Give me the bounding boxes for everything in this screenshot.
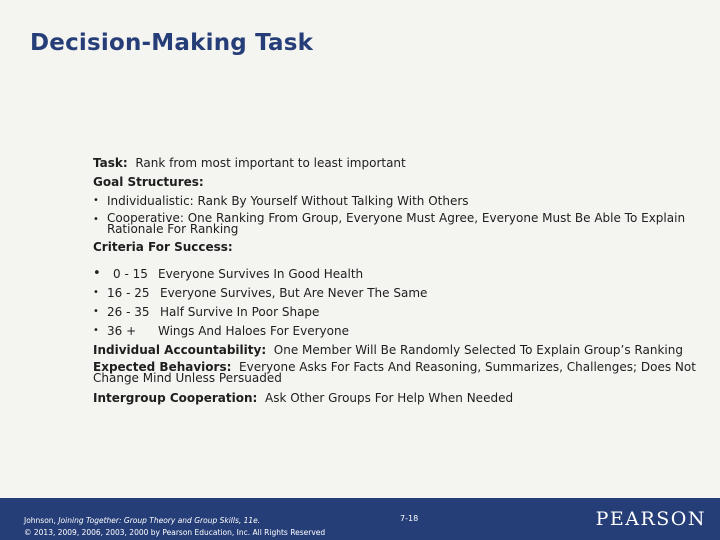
goal-structures-label: Goal Structures: (93, 175, 204, 189)
footer-bar (0, 498, 720, 540)
intergroup-cooperation-label: Intergroup Cooperation: (93, 391, 258, 405)
criteria-range: 36 + (107, 324, 137, 338)
goal-item-cooperative (93, 213, 705, 235)
slide-body (93, 156, 705, 405)
pearson-logo: PEARSON (595, 508, 706, 530)
criteria-text: Everyone Survives, But Are Never The Same (160, 286, 428, 300)
criteria-item (93, 324, 705, 338)
intergroup-cooperation-line (93, 391, 705, 405)
bullet-icon: • (93, 287, 99, 298)
bullet-icon: • (93, 306, 99, 317)
criteria-item (93, 305, 705, 319)
footer-citation (24, 515, 325, 539)
task-label: Task: (93, 156, 128, 170)
criteria-text: Everyone Survives In Good Health (158, 267, 364, 281)
criteria-item (93, 267, 705, 281)
footer-book-title: Joining Together: Group Theory and Group Skills, 11e. (58, 516, 261, 525)
goal-item-text: Individualistic: Rank By Yourself Without Talking With Others (107, 194, 469, 208)
expected-behaviors-line (93, 362, 705, 384)
criteria-range: 0 - 15 (113, 267, 148, 281)
criteria-text: Wings And Haloes For Everyone (158, 324, 349, 338)
footer-author: Johnson, (24, 516, 56, 525)
criteria-range: 26 - 35 (107, 305, 150, 319)
individual-accountability-line (93, 343, 705, 357)
criteria-label: Criteria For Success: (93, 240, 233, 254)
goal-structures-heading (93, 175, 705, 189)
individual-accountability-text: One Member Will Be Randomly Selected To Explain Group’s Ranking (273, 343, 683, 357)
bullet-icon: • (93, 214, 99, 225)
criteria-text: Half Survive In Poor Shape (160, 305, 320, 319)
expected-behaviors-text: Everyone Asks For Facts And Reasoning, Summarizes, Challenges; Does Not Change Mind Unless Persuaded (93, 360, 696, 385)
goal-item-text: Cooperative: One Ranking From Group, Everyone Must Agree, Everyone Must Be Able To Explain Rationale For Ranking (107, 211, 686, 236)
bullet-icon: • (93, 195, 99, 206)
task-line (93, 156, 705, 170)
intergroup-cooperation-text: Ask Other Groups For Help When Needed (264, 391, 514, 405)
individual-accountability-label: Individual Accountability: (93, 343, 267, 357)
criteria-range: 16 - 25 (107, 286, 150, 300)
criteria-heading (93, 240, 705, 254)
criteria-item (93, 286, 705, 300)
page-number: 7-18 (400, 514, 419, 523)
slide-title: Decision-Making Task (30, 30, 314, 56)
goal-item-individualistic (93, 194, 705, 208)
bullet-icon: • (93, 266, 101, 281)
expected-behaviors-label: Expected Behaviors: (93, 360, 232, 374)
footer-copyright: © 2013, 2009, 2006, 2003, 2000 by Pearson Education, Inc. All Rights Reserved (24, 528, 326, 537)
bullet-icon: • (93, 325, 99, 336)
task-text: Rank from most important to least important (135, 156, 406, 170)
